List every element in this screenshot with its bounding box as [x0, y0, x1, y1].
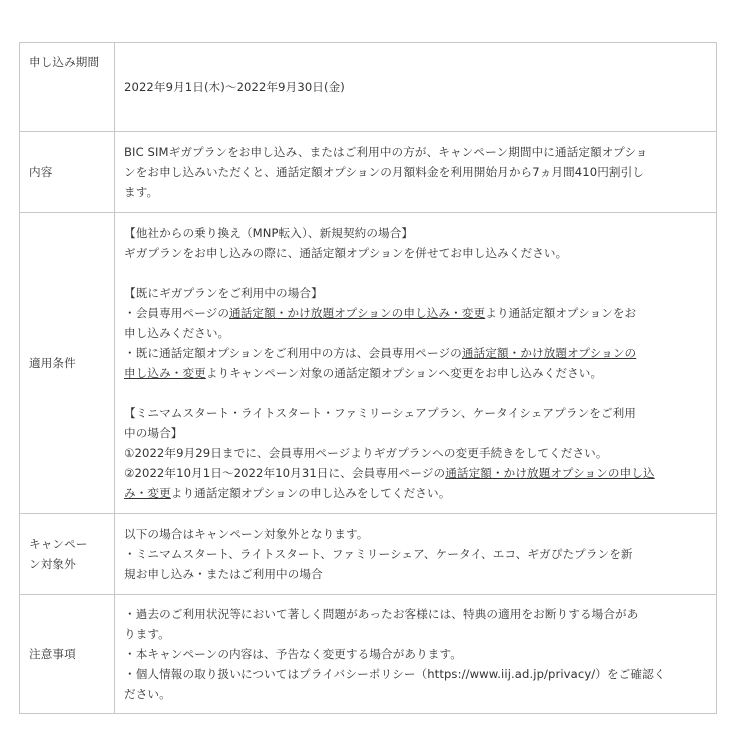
- option-change-link[interactable]: み・変更: [124, 486, 171, 500]
- other-plan-step-2-suffix: より通話定額オプションの申し込みをしてください。: [170, 486, 451, 500]
- existing-giga-line: [124, 343, 706, 363]
- spacer: [124, 263, 706, 283]
- notes-line: ります。: [124, 627, 170, 641]
- notes-value: [115, 595, 717, 714]
- conditions-value: [115, 213, 717, 514]
- notes-line: ・個人情報の取り扱いについてはプライバシーポリシー（https://www.iij.ad.jp/privacy/）をご確認く: [124, 667, 666, 681]
- other-plan-step-2-prefix: ②2022年10月1日～2022年10月31日に、会員専用ページの: [124, 466, 446, 480]
- exclusion-label-line: キャンペー: [29, 537, 88, 551]
- other-plan-step-1: ①2022年9月29日までに、会員専用ページよりギガプランへの変更手続きをしてください。: [124, 446, 608, 460]
- exclusion-line: 規お申し込み・またはご利用中の場合: [124, 567, 323, 581]
- content-value: [115, 132, 717, 213]
- other-plan-step-2: [124, 483, 706, 503]
- exclusion-line: ・ミニマムスタート、ライトスタート、ファミリーシェア、ケータイ、エコ、ギガぴたプランを新: [124, 547, 633, 561]
- spacer: [124, 383, 706, 403]
- existing-giga-line: [124, 363, 706, 383]
- existing-giga-line: 申し込みください。: [124, 326, 230, 340]
- existing-giga-line-suffix: より通話定額オプションをお: [485, 306, 637, 320]
- exclusion-value: [115, 514, 717, 595]
- period-value: [115, 43, 717, 132]
- table-row-exclusion: [20, 514, 717, 595]
- table-row-content: [20, 132, 717, 213]
- other-plan-section-title: 中の場合】: [124, 426, 183, 440]
- content-line: ンをお申し込みいただくと、通話定額オプションの月額料金を利用開始月から7ヵ月間410円割引し: [124, 165, 645, 179]
- notes-line: ・本キャンペーンの内容は、予告なく変更する場合があります。: [124, 647, 462, 661]
- mnp-section-text: ギガプランをお申し込みの際に、通話定額オプションを併せてお申し込みください。: [124, 246, 568, 260]
- notes-line: ださい。: [124, 687, 171, 701]
- campaign-details-table: [19, 42, 717, 714]
- period-value-text: 2022年9月1日(木)～2022年9月30日(金): [124, 80, 345, 94]
- table-row-notes: [20, 595, 717, 714]
- other-plan-section-title: 【ミニマムスタート・ライトスタート・ファミリーシェアプラン、ケータイシェアプランをご利用: [124, 406, 636, 420]
- notes-line: ・過去のご利用状況等において著しく問題があったお客様には、特典の適用をお断りする場合があ: [124, 607, 639, 621]
- option-change-link[interactable]: 通話定額・かけ放題オプションの: [461, 346, 637, 360]
- existing-giga-line: [124, 303, 706, 323]
- content-line: BIC SIMギガプランをお申し込み、またはご利用中の方が、キャンペーン期間中に通話定額オプショ: [124, 145, 648, 159]
- period-label: 申し込み期間: [20, 43, 115, 132]
- option-change-link[interactable]: 申し込み・変更: [124, 366, 206, 380]
- notes-label: 注意事項: [20, 595, 115, 714]
- conditions-label: 適用条件: [20, 213, 115, 514]
- other-plan-step-2: [124, 463, 706, 483]
- exclusion-label-line: ン対象外: [29, 557, 76, 571]
- exclusion-label: [20, 514, 115, 595]
- existing-option-line-prefix: ・既に通話定額オプションをご利用中の方は、会員専用ページの: [124, 346, 462, 360]
- existing-giga-section-title: 【既にギガプランをご利用中の場合】: [124, 286, 323, 300]
- exclusion-line: 以下の場合はキャンペーン対象外となります。: [124, 527, 369, 541]
- option-change-link[interactable]: 通話定額・かけ放題オプションの申し込: [445, 466, 655, 480]
- option-change-link[interactable]: 通話定額・かけ放題オプションの申し込み・変更: [229, 306, 486, 320]
- mnp-section-title: 【他社からの乗り換え（MNP転入）、新規契約の場合】: [124, 226, 414, 240]
- existing-option-line-suffix: よりキャンペーン対象の通話定額オプションへ変更をお申し込みください。: [205, 366, 603, 380]
- content-line: ます。: [124, 185, 159, 199]
- table-row-conditions: [20, 213, 717, 514]
- content-label: 内容: [20, 132, 115, 213]
- existing-giga-line-prefix: ・会員専用ページの: [124, 306, 230, 320]
- table-row-period: [20, 43, 717, 132]
